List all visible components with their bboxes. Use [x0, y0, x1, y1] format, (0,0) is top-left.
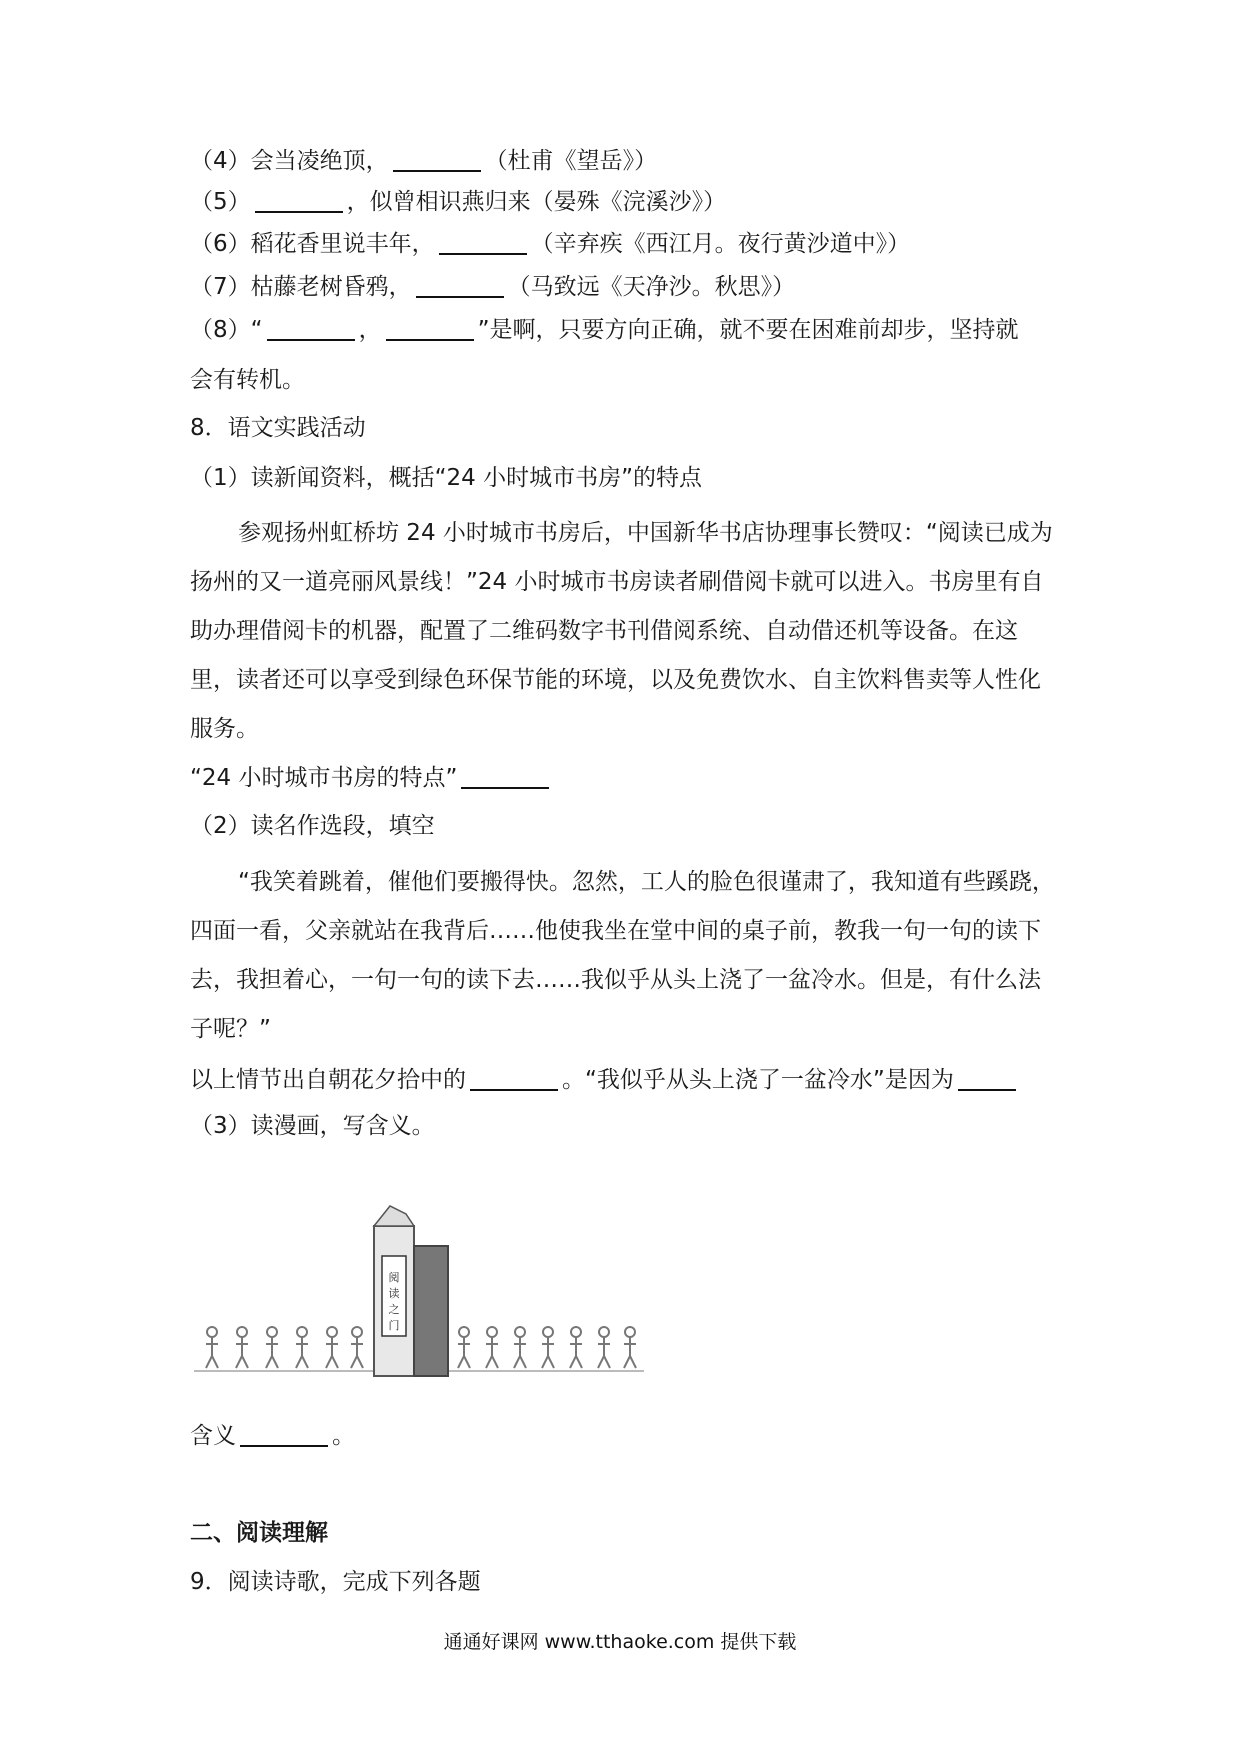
q8-passage-1: 参观扬州虹桥坊 24 小时城市书房后，中国新华书店协理事长赞叹：“阅读已成为扬州的又一道亮丽风景线！”24 小时城市书房读者刷借阅卡就可以进入。书房里有自助办理借阅卡的机器，配置了二维码数字书刊借阅系统、自动借还机等设备。在这里，读者还可以享受到绿色环保节能的环境，以及免费饮水、自主饮料售卖等人性化服务。: [190, 520, 1053, 742]
q7-item-4: （4）会当凌绝顶， （杜甫《望岳》）: [190, 148, 658, 174]
q8-answer-2: 以上情节出自朝花夕拾中的 。“我似乎从头上浇了一盆冷水”是因为: [190, 1064, 1060, 1096]
answer-blank[interactable]: [439, 229, 527, 255]
page-footer: 通通好课网 www.tthaoke.com 提供下载: [443, 1631, 797, 1653]
q7-item-7: （7）枯藤老树昏鸦， （马致远《天净沙。秋思》）: [190, 274, 796, 300]
answer-blank[interactable]: [393, 146, 481, 172]
q7-item-8-cont: 会有转机。: [190, 367, 305, 393]
q7-item-8: （8）“ ， ”是啊，只要方向正确，就不要在困难前却步，坚持就: [190, 317, 1019, 343]
q8-title: 8．语文实践活动: [190, 415, 366, 441]
cartoon-book-title: 阅读之门: [388, 1271, 400, 1332]
q8-meaning: 含义 。: [190, 1423, 355, 1449]
answer-blank[interactable]: [958, 1065, 1016, 1091]
answer-blank[interactable]: [255, 187, 343, 213]
q8-passage-2: “我笑着跳着，催他们要搬得快。忽然，工人的脸色很谨肃了，我知道有些蹊跷，四面一看，父亲就站在我背后……他使我坐在堂中间的桌子前，教我一句一句的读下去，我担着心，一句一句的读下去……我似乎从头上浇了一盆冷水。但是，有什么法子呢？”: [190, 869, 1055, 1042]
q9-title: 9．阅读诗歌，完成下列各题: [190, 1569, 481, 1595]
answer-blank[interactable]: [470, 1065, 558, 1091]
answer-blank[interactable]: [416, 272, 504, 298]
answer-blank[interactable]: [267, 315, 355, 341]
q8-answer-1: “24 小时城市书房的特点”: [190, 762, 1060, 794]
q7-item-6: （6）稻花香里说丰年， （辛弃疾《西江月。夜行黄沙道中》）: [190, 231, 911, 257]
q8-sub-1: （1）读新闻资料，概括“24 小时城市书房”的特点: [190, 465, 703, 491]
q8-sub-2: （2）读名作选段，填空: [190, 813, 435, 839]
q8-sub-3: （3）读漫画，写含义。: [190, 1113, 435, 1139]
answer-blank[interactable]: [386, 315, 474, 341]
reading-gate-cartoon: [194, 1196, 644, 1396]
answer-blank[interactable]: [240, 1421, 328, 1447]
q7-item-5: （5） ，似曾相识燕归来（晏殊《浣溪沙》）: [190, 189, 727, 215]
section-heading: 二、阅读理解: [190, 1520, 328, 1546]
answer-blank[interactable]: [461, 763, 549, 789]
